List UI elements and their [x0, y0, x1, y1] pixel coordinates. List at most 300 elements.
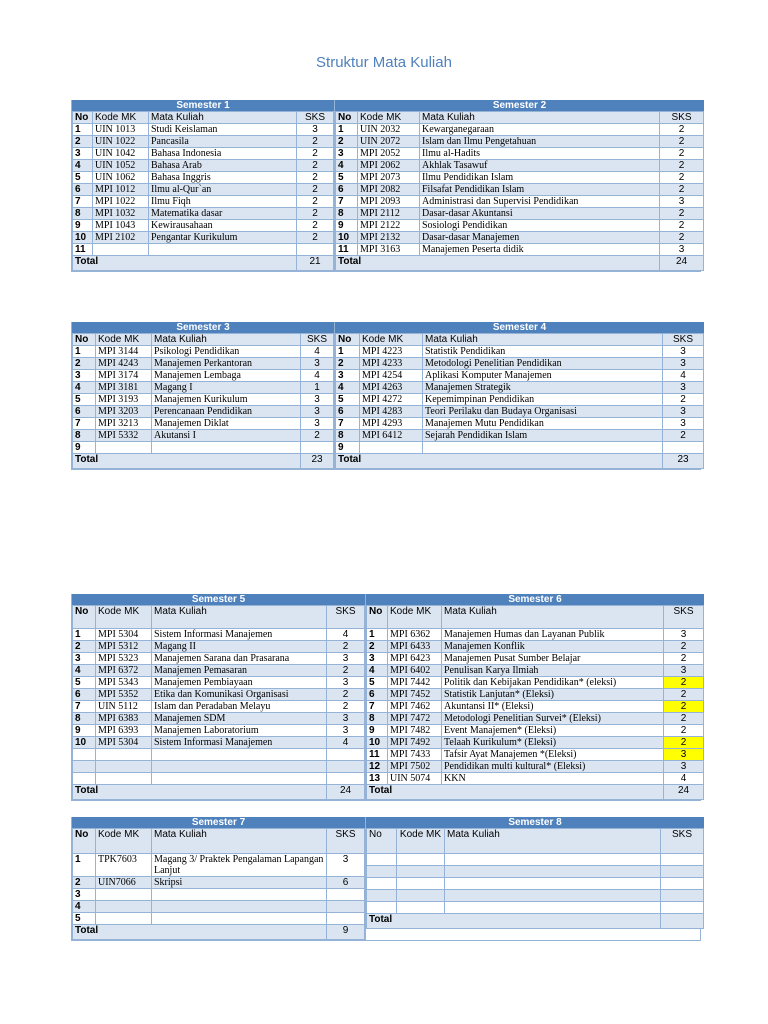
course-number: 4	[336, 160, 358, 172]
course-sks	[327, 889, 365, 901]
course-sks: 2	[663, 430, 704, 442]
header-sks: SKS	[664, 606, 704, 629]
semester-3-table	[71, 322, 334, 469]
course-name: Pengantar Kurikulum	[149, 232, 297, 244]
header-sks: SKS	[327, 829, 365, 854]
table-row	[367, 902, 704, 914]
table-row	[367, 629, 704, 641]
total-sks	[661, 914, 704, 929]
table-row	[73, 358, 334, 370]
course-name: Sejarah Pendidikan Islam	[423, 430, 663, 442]
course-name: Statistik Lanjutan* (Eleksi)	[442, 689, 664, 701]
course-number: 4	[73, 382, 96, 394]
table-row	[367, 866, 704, 878]
course-sks: 4	[327, 629, 365, 641]
course-number: 2	[336, 136, 358, 148]
course-number: 3	[73, 889, 96, 901]
course-number: 10	[367, 737, 388, 749]
course-code	[397, 878, 445, 890]
course-number: 7	[336, 196, 358, 208]
course-code	[397, 902, 445, 914]
semester-title: Semester 3	[72, 322, 334, 333]
table-row	[73, 430, 334, 442]
table-row	[73, 641, 365, 653]
table-row	[73, 713, 365, 725]
course-number: 4	[73, 665, 96, 677]
course-sks: 2	[660, 232, 704, 244]
course-number: 9	[336, 442, 360, 454]
course-number: 6	[73, 689, 96, 701]
course-sks	[661, 854, 704, 866]
course-code	[397, 854, 445, 866]
header-sks: SKS	[660, 112, 704, 124]
course-sks: 4	[664, 773, 704, 785]
course-sks	[297, 244, 334, 256]
course-name: Ilmu al-Qur`an	[149, 184, 297, 196]
course-sks: 3	[327, 713, 365, 725]
course-name: Dasar-dasar Akuntansi	[420, 208, 660, 220]
course-code: MPI 1032	[93, 208, 149, 220]
table-row	[367, 701, 704, 713]
course-sks: 2	[664, 701, 704, 713]
course-sks: 4	[301, 346, 334, 358]
course-sks: 2	[660, 148, 704, 160]
table-row	[336, 406, 704, 418]
course-name	[152, 913, 327, 925]
course-number: 9	[336, 220, 358, 232]
course-number: 1	[336, 124, 358, 136]
course-sks: 3	[660, 244, 704, 256]
course-number: 5	[73, 394, 96, 406]
course-code: MPI 4272	[360, 394, 423, 406]
course-number: 8	[73, 713, 96, 725]
header-sks: SKS	[297, 112, 334, 124]
semester-title: Semester 8	[366, 817, 704, 828]
course-name: Kewarganegaraan	[420, 124, 660, 136]
course-number: 11	[367, 749, 388, 761]
header-kode-mk: Kode MK	[397, 829, 445, 854]
course-name: Metodologi Penelitian Pendidikan	[423, 358, 663, 370]
course-code: MPI 3193	[96, 394, 152, 406]
header-sks: SKS	[327, 606, 365, 629]
course-name: Bahasa Inggris	[149, 172, 297, 184]
table-row	[367, 725, 704, 737]
course-code: MPI 6372	[96, 665, 152, 677]
course-code: MPI 6423	[388, 653, 442, 665]
course-number: 7	[73, 418, 96, 430]
course-number: 7	[73, 701, 96, 713]
course-number: 3	[367, 653, 388, 665]
course-code: MPI 3163	[358, 244, 420, 256]
table-row	[73, 148, 334, 160]
course-sks: 3	[327, 653, 365, 665]
course-sks: 3	[297, 124, 334, 136]
total-row	[73, 454, 334, 469]
table-row	[336, 382, 704, 394]
header-kode-mk: Kode MK	[93, 112, 149, 124]
course-code: MPI 5352	[96, 689, 152, 701]
course-number	[367, 902, 397, 914]
course-number: 4	[73, 901, 96, 913]
course-number: 6	[336, 406, 360, 418]
course-name: Akuntansi II* (Eleksi)	[442, 701, 664, 713]
course-name: Statistik Pendidikan	[423, 346, 663, 358]
header-no: No	[73, 334, 96, 346]
course-number: 4	[73, 160, 93, 172]
semester-block-1-2	[71, 100, 701, 272]
header-mata-kuliah: Mata Kuliah	[152, 829, 327, 854]
course-number	[367, 854, 397, 866]
course-number: 3	[336, 148, 358, 160]
course-code	[96, 442, 152, 454]
table-row	[73, 749, 365, 761]
course-name	[445, 878, 661, 890]
course-number: 5	[367, 677, 388, 689]
course-number: 8	[336, 430, 360, 442]
course-number: 1	[73, 854, 96, 877]
course-name: Aplikasi Komputer Manajemen	[423, 370, 663, 382]
course-code	[397, 890, 445, 902]
table-row	[73, 220, 334, 232]
table-row	[73, 689, 365, 701]
header-kode-mk: Kode MK	[388, 606, 442, 629]
course-name: Politik dan Kebijakan Pendidikan* (eleksi)	[442, 677, 664, 689]
course-number: 8	[336, 208, 358, 220]
table-row	[73, 196, 334, 208]
table-row	[367, 878, 704, 890]
course-name	[445, 866, 661, 878]
course-sks	[327, 749, 365, 761]
course-code	[96, 889, 152, 901]
course-name: Administrasi dan Supervisi Pendidikan	[420, 196, 660, 208]
table-row	[336, 124, 704, 136]
course-name	[152, 761, 327, 773]
table-row	[367, 713, 704, 725]
table-row	[73, 346, 334, 358]
course-name: Manajemen Kurikulum	[152, 394, 301, 406]
course-sks: 4	[663, 370, 704, 382]
table-row	[336, 148, 704, 160]
course-code: MPI 7462	[388, 701, 442, 713]
table-row	[367, 689, 704, 701]
header-kode-mk: Kode MK	[96, 334, 152, 346]
total-sks: 24	[327, 785, 365, 800]
course-sks: 2	[297, 136, 334, 148]
course-number: 2	[73, 136, 93, 148]
course-sks: 3	[663, 418, 704, 430]
course-code: MPI 4243	[96, 358, 152, 370]
course-sks: 3	[327, 725, 365, 737]
course-number: 6	[367, 689, 388, 701]
total-sks: 21	[297, 256, 334, 271]
course-code	[96, 761, 152, 773]
table-row	[336, 208, 704, 220]
course-number: 6	[336, 184, 358, 196]
course-number: 8	[367, 713, 388, 725]
course-sks: 2	[297, 196, 334, 208]
course-code: UIN 2072	[358, 136, 420, 148]
course-name: Manajemen Pembiayaan	[152, 677, 327, 689]
header-kode-mk: Kode MK	[96, 829, 152, 854]
course-sks: 3	[301, 394, 334, 406]
semester-8-table	[365, 817, 704, 940]
table-row	[73, 701, 365, 713]
course-name	[445, 890, 661, 902]
course-name: Ilmu Pendidikan Islam	[420, 172, 660, 184]
course-code	[96, 913, 152, 925]
semester-4-table	[334, 322, 704, 469]
course-name: Pancasila	[149, 136, 297, 148]
course-code: MPI 7472	[388, 713, 442, 725]
course-code: MPI 7502	[388, 761, 442, 773]
course-sks: 2	[660, 124, 704, 136]
course-sks: 3	[301, 418, 334, 430]
course-sks: 2	[327, 701, 365, 713]
course-name: Studi Keislaman	[149, 124, 297, 136]
course-sks	[301, 442, 334, 454]
course-sks: 2	[660, 136, 704, 148]
course-sks: 2	[297, 148, 334, 160]
course-sks: 2	[663, 394, 704, 406]
course-number	[73, 761, 96, 773]
course-number: 1	[73, 346, 96, 358]
course-code: MPI 6402	[388, 665, 442, 677]
course-number: 4	[367, 665, 388, 677]
course-code: MPI 3203	[96, 406, 152, 418]
course-code: MPI 3181	[96, 382, 152, 394]
course-name: Manajemen Sarana dan Prasarana	[152, 653, 327, 665]
course-number: 7	[367, 701, 388, 713]
table-row	[73, 442, 334, 454]
course-sks: 2	[664, 689, 704, 701]
course-code: MPI 2093	[358, 196, 420, 208]
course-name: Event Manajemen* (Eleksi)	[442, 725, 664, 737]
course-code: MPI 1043	[93, 220, 149, 232]
table-row	[73, 901, 365, 913]
course-number: 3	[336, 370, 360, 382]
table-row	[73, 418, 334, 430]
course-code: MPI 5312	[96, 641, 152, 653]
course-name	[152, 901, 327, 913]
course-code: UIN 1013	[93, 124, 149, 136]
course-code	[96, 749, 152, 761]
course-sks: 2	[297, 160, 334, 172]
table-row	[73, 124, 334, 136]
course-name: Manajemen Konflik	[442, 641, 664, 653]
course-name: Akhlak Tasawuf	[420, 160, 660, 172]
table-row	[336, 394, 704, 406]
course-code: MPI 4283	[360, 406, 423, 418]
course-name: Magang II	[152, 641, 327, 653]
table-row	[336, 370, 704, 382]
course-sks	[327, 913, 365, 925]
course-code: MPI 5323	[96, 653, 152, 665]
course-number: 4	[336, 382, 360, 394]
course-number: 8	[73, 430, 96, 442]
course-code: UIN 5074	[388, 773, 442, 785]
course-code: UIN 1052	[93, 160, 149, 172]
course-number	[367, 890, 397, 902]
course-code: MPI 7492	[388, 737, 442, 749]
header-no: No	[73, 112, 93, 124]
total-label: Total	[73, 925, 327, 940]
total-sks: 23	[663, 454, 704, 469]
course-code: MPI 7442	[388, 677, 442, 689]
course-name: Ilmu Fiqh	[149, 196, 297, 208]
course-number: 1	[336, 346, 360, 358]
total-sks: 24	[664, 785, 704, 800]
table-row	[73, 877, 365, 889]
course-sks: 2	[297, 208, 334, 220]
course-sks: 3	[664, 761, 704, 773]
course-number	[367, 878, 397, 890]
table-row	[73, 677, 365, 689]
table-row	[367, 761, 704, 773]
course-code	[397, 866, 445, 878]
course-name: Sistem Informasi Manajemen	[152, 629, 327, 641]
semester-block-3-4	[71, 322, 701, 470]
total-row	[73, 925, 365, 940]
course-name	[445, 902, 661, 914]
course-sks: 2	[664, 641, 704, 653]
course-code	[93, 244, 149, 256]
course-name: Metodologi Penelitian Survei* (Eleksi)	[442, 713, 664, 725]
total-row	[73, 256, 334, 271]
course-code: MPI 3213	[96, 418, 152, 430]
header-kode-mk: Kode MK	[360, 334, 423, 346]
table-row	[336, 442, 704, 454]
course-code: MPI 6383	[96, 713, 152, 725]
table-row	[336, 220, 704, 232]
table-row	[73, 761, 365, 773]
course-code	[96, 901, 152, 913]
course-name: Manajemen Pemasaran	[152, 665, 327, 677]
course-name: Tafsir Ayat Manajemen *(Eleksi)	[442, 749, 664, 761]
course-code: MPI 2132	[358, 232, 420, 244]
course-name: Psikologi Pendidikan	[152, 346, 301, 358]
table-row	[367, 641, 704, 653]
course-sks: 2	[327, 665, 365, 677]
table-row	[336, 232, 704, 244]
header-sks: SKS	[301, 334, 334, 346]
course-number: 7	[336, 418, 360, 430]
course-number: 3	[73, 653, 96, 665]
course-name: Islam dan Ilmu Pengetahuan	[420, 136, 660, 148]
header-mata-kuliah: Mata Kuliah	[149, 112, 297, 124]
table-row	[73, 136, 334, 148]
course-sks: 2	[660, 220, 704, 232]
course-code: MPI 4263	[360, 382, 423, 394]
course-code: MPI 7452	[388, 689, 442, 701]
course-code: MPI 6393	[96, 725, 152, 737]
course-code: MPI 4254	[360, 370, 423, 382]
table-row	[73, 889, 365, 901]
header-kode-mk: Kode MK	[96, 606, 152, 629]
course-name	[152, 442, 301, 454]
course-code: MPI 6362	[388, 629, 442, 641]
total-label: Total	[367, 785, 664, 800]
table-row	[367, 749, 704, 761]
course-code: UIN 2032	[358, 124, 420, 136]
table-row	[73, 854, 365, 877]
course-name: Manajemen Mutu Pendidikan	[423, 418, 663, 430]
course-code: MPI 4293	[360, 418, 423, 430]
semester-6-table	[365, 594, 704, 800]
header-no: No	[73, 606, 96, 629]
course-name	[423, 442, 663, 454]
total-sks: 23	[301, 454, 334, 469]
table-row	[73, 913, 365, 925]
total-row	[367, 785, 704, 800]
course-code: MPI 2073	[358, 172, 420, 184]
course-sks: 4	[301, 370, 334, 382]
course-code: MPI 1022	[93, 196, 149, 208]
course-sks	[661, 866, 704, 878]
total-label: Total	[336, 454, 663, 469]
header-mata-kuliah: Mata Kuliah	[420, 112, 660, 124]
course-code: MPI 5304	[96, 737, 152, 749]
course-sks: 3	[301, 358, 334, 370]
course-number: 5	[73, 172, 93, 184]
course-number: 10	[73, 737, 96, 749]
header-mata-kuliah: Mata Kuliah	[445, 829, 661, 854]
course-name: Manajemen Laboratorium	[152, 725, 327, 737]
table-row	[73, 370, 334, 382]
semester-2-table	[334, 100, 704, 271]
semester-title: Semester 4	[335, 322, 704, 333]
page-title: Struktur Mata Kuliah	[316, 54, 452, 71]
course-number: 5	[73, 677, 96, 689]
table-row	[367, 854, 704, 866]
table-row	[73, 394, 334, 406]
semester-title: Semester 2	[335, 100, 704, 111]
course-number: 12	[367, 761, 388, 773]
course-sks: 2	[297, 184, 334, 196]
header-mata-kuliah: Mata Kuliah	[152, 606, 327, 629]
course-name: Kewirausahaan	[149, 220, 297, 232]
course-sks: 2	[327, 641, 365, 653]
course-code: MPI 1012	[93, 184, 149, 196]
course-number: 1	[367, 629, 388, 641]
table-row	[336, 430, 704, 442]
table-row	[336, 346, 704, 358]
course-sks: 3	[664, 629, 704, 641]
course-sks: 2	[297, 172, 334, 184]
table-row	[336, 196, 704, 208]
course-sks: 2	[327, 689, 365, 701]
course-code: MPI 7482	[388, 725, 442, 737]
course-name: Magang I	[152, 382, 301, 394]
header-mata-kuliah: Mata Kuliah	[442, 606, 664, 629]
course-code: MPI 7433	[388, 749, 442, 761]
course-number	[73, 749, 96, 761]
course-code: MPI 2112	[358, 208, 420, 220]
course-code: UIN 1062	[93, 172, 149, 184]
course-number: 1	[73, 124, 93, 136]
semester-1-table	[71, 100, 334, 271]
total-label: Total	[336, 256, 660, 271]
course-name: Penulisan Karya Ilmiah	[442, 665, 664, 677]
table-row	[73, 232, 334, 244]
course-sks: 3	[327, 677, 365, 689]
course-name: Akutansi I	[152, 430, 301, 442]
course-sks: 3	[663, 358, 704, 370]
course-sks: 3	[664, 665, 704, 677]
course-code: UIN 1042	[93, 148, 149, 160]
course-name: Kepemimpinan Pendidikan	[423, 394, 663, 406]
course-number: 13	[367, 773, 388, 785]
course-code: MPI 6433	[388, 641, 442, 653]
